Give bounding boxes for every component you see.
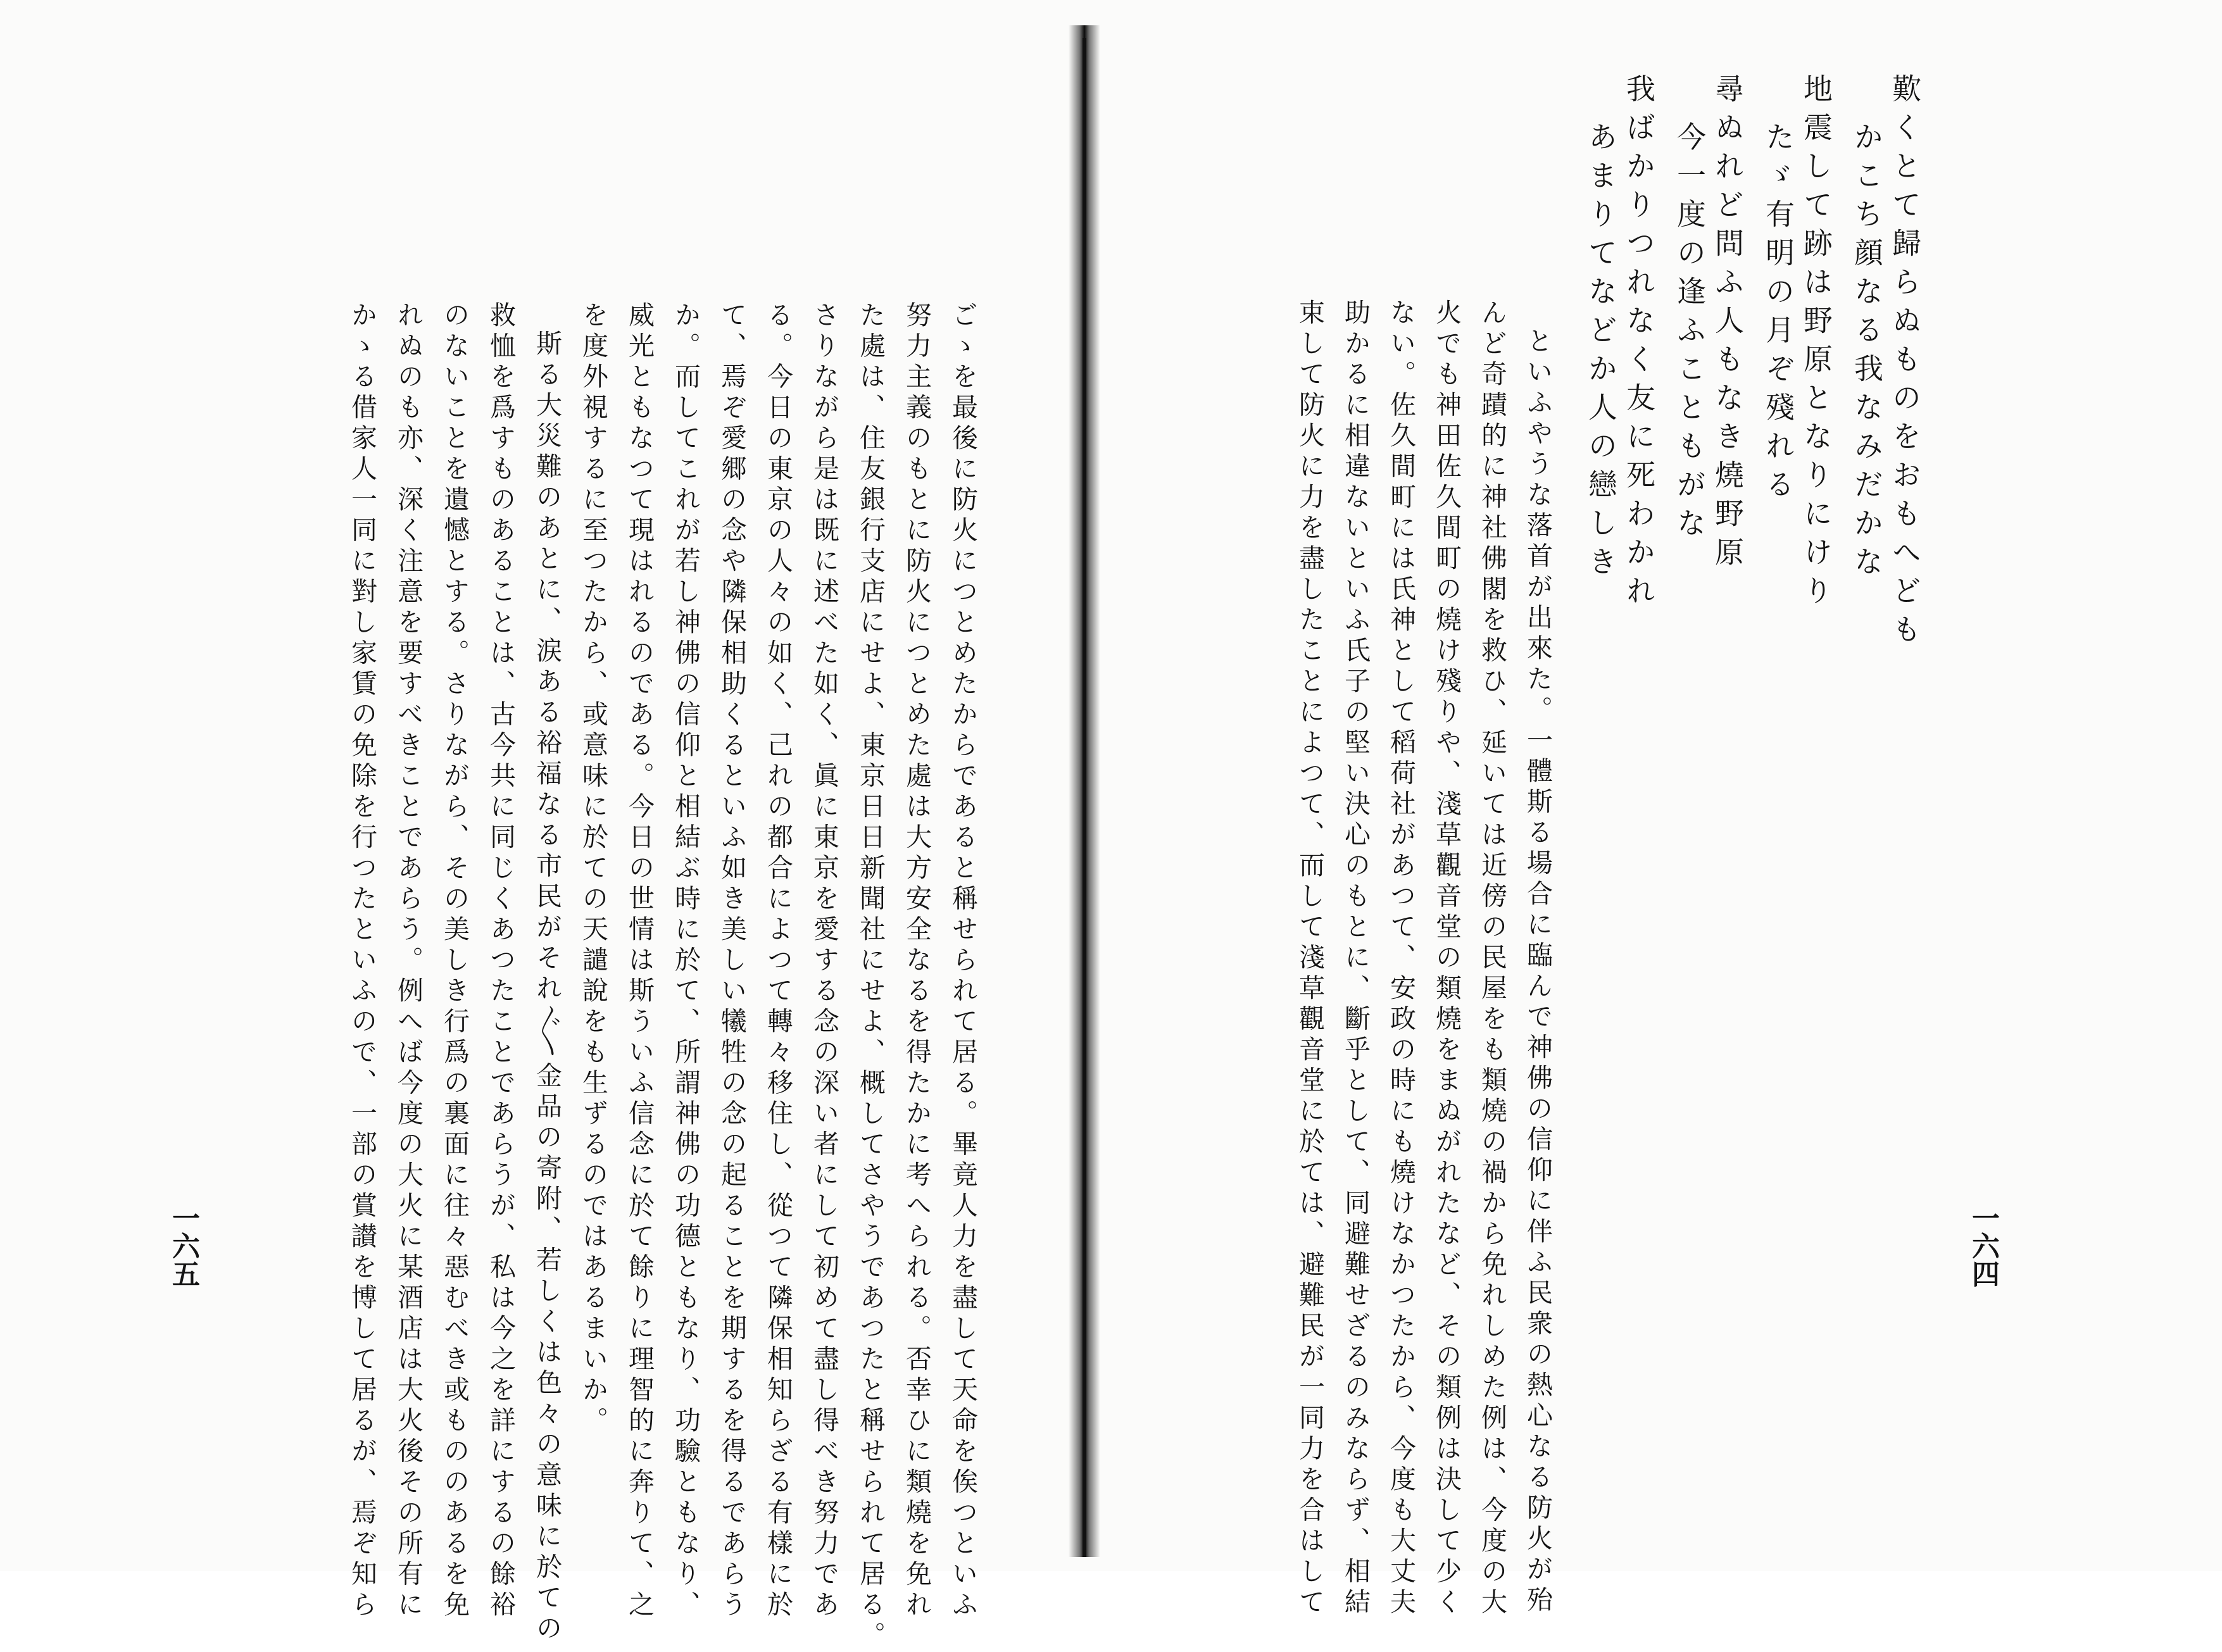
body-text-line: 火でも神田佐久間町の燒け殘りや、淺草觀音堂の類燒をまぬがれたなど、その類例は決して少く — [1431, 299, 1462, 1619]
body-text-line: さりながら是は既に述べた如く、眞に東京を愛する念の深い者にして初めて盡し得べき努力であ — [809, 301, 839, 1622]
page-number: 一六五 — [167, 1204, 199, 1287]
body-text-line: ごゝを最後に防火につとめたからであると稱せられて居る。畢竟人力を盡して天命を俟つといふ — [948, 301, 978, 1622]
body-text-line: を度外視するに至つたから、或意味に於ての天譴說をも生ずるのではあるまいか。 — [578, 301, 608, 1437]
left-page — [0, 0, 1070, 1652]
poem-line: たゞ有明の月ぞ殘れる — [1761, 122, 1795, 508]
poem-line: 尋ぬれど問ふ人もなき燒野原 — [1710, 73, 1745, 575]
right-page — [1102, 0, 2222, 1619]
body-text-line: んど奇蹟的に神社佛閣を救ひ、延いては近傍の民屋をも類燒の禍から免れしめた例は、今度の大 — [1477, 299, 1507, 1619]
body-text-line: ない。佐久間町には氏神として稻荷社があつて、安政の時にも燒けなかつたから、今度も大丈夫 — [1386, 299, 1416, 1619]
poem-line: かこち顔なる我なみだかな — [1850, 122, 1884, 585]
body-text-line: かゝる借家人一同に對し家賃の免除を行つたといふので、一部の賞讃を博して居るが、焉ぞ知ら — [347, 301, 377, 1622]
body-text-line: 救恤を爲すものあることは、古今共に同じくあつたことであらうが、私は今之を詳にするの餘裕 — [486, 301, 516, 1622]
poem-line: 地震して跡は野原となりにけり — [1799, 73, 1833, 614]
page-number: 一六四 — [1967, 1204, 1999, 1287]
poem-line: 今一度の逢ふこともがな — [1673, 122, 1707, 546]
body-text-line: れぬのも亦、深く注意を要すべきことであらう。例へば今度の大火に某酒店は大火後その所有に — [393, 301, 424, 1622]
book-gutter-line — [1083, 38, 1086, 1557]
body-text-line: 努力主義のもとに防火につとめた處は大方安全なるを得たかに考へられる。否幸ひに類燒を免れ — [901, 301, 932, 1622]
body-text-line: 助かるに相違ないといふ氏子の堅い決心のもとに、斷乎として、同避難せざるのみならず、相結 — [1340, 299, 1371, 1619]
body-text-line: 束して防火に力を盡したことによつて、而して淺草觀音堂に於ては、避難民が一同力を合はして — [1295, 299, 1325, 1619]
body-text-line: といふやうな落首が出來た。一體斯る場合に臨んで神佛の信仰に伴ふ民衆の熱心なる防火が殆 — [1522, 327, 1553, 1617]
body-text-line: 斯る大災難のあとに、涙ある裕福なる市民がそれ〴〵金品の寄附、若しくは色々の意味に於ての — [532, 330, 562, 1645]
body-text-line: か。而してこれが若し神佛の信仰と相結ぶ時に於て、所謂神佛の功德ともなり、功驗ともなり、 — [670, 301, 701, 1622]
poem-line: 歎くとて歸らぬものをおもへども — [1888, 73, 1922, 653]
poem-line: あまりてなどか人の戀しき — [1584, 122, 1618, 585]
body-text-line: て、焉ぞ愛郷の念や隣保相助くるといふ如き美しい犧牲の念の起ることを期するを得るであらう — [717, 301, 747, 1622]
body-text-line: る。今日の東京の人々の如く、己れの都合によつて轉々移住し、從つて隣保相知らざる有樣に於 — [763, 301, 793, 1622]
poem-line: 我ばかりつれなく友に死わかれ — [1622, 73, 1656, 614]
body-text-line: た處は、住友銀行支店にせよ、東京日日新聞社にせよ、概してさやうであつたと稱せられて居る。 — [855, 301, 886, 1652]
body-text-line: 威光ともなつて現はれるのである。今日の世情は斯ういふ信念に於て餘りに理智的に奔りて、之 — [624, 301, 655, 1622]
body-text-line: のないことを遺憾とする。さりながら、その美しき行爲の裏面に往々惡むべき或もののあるを免 — [439, 301, 470, 1622]
